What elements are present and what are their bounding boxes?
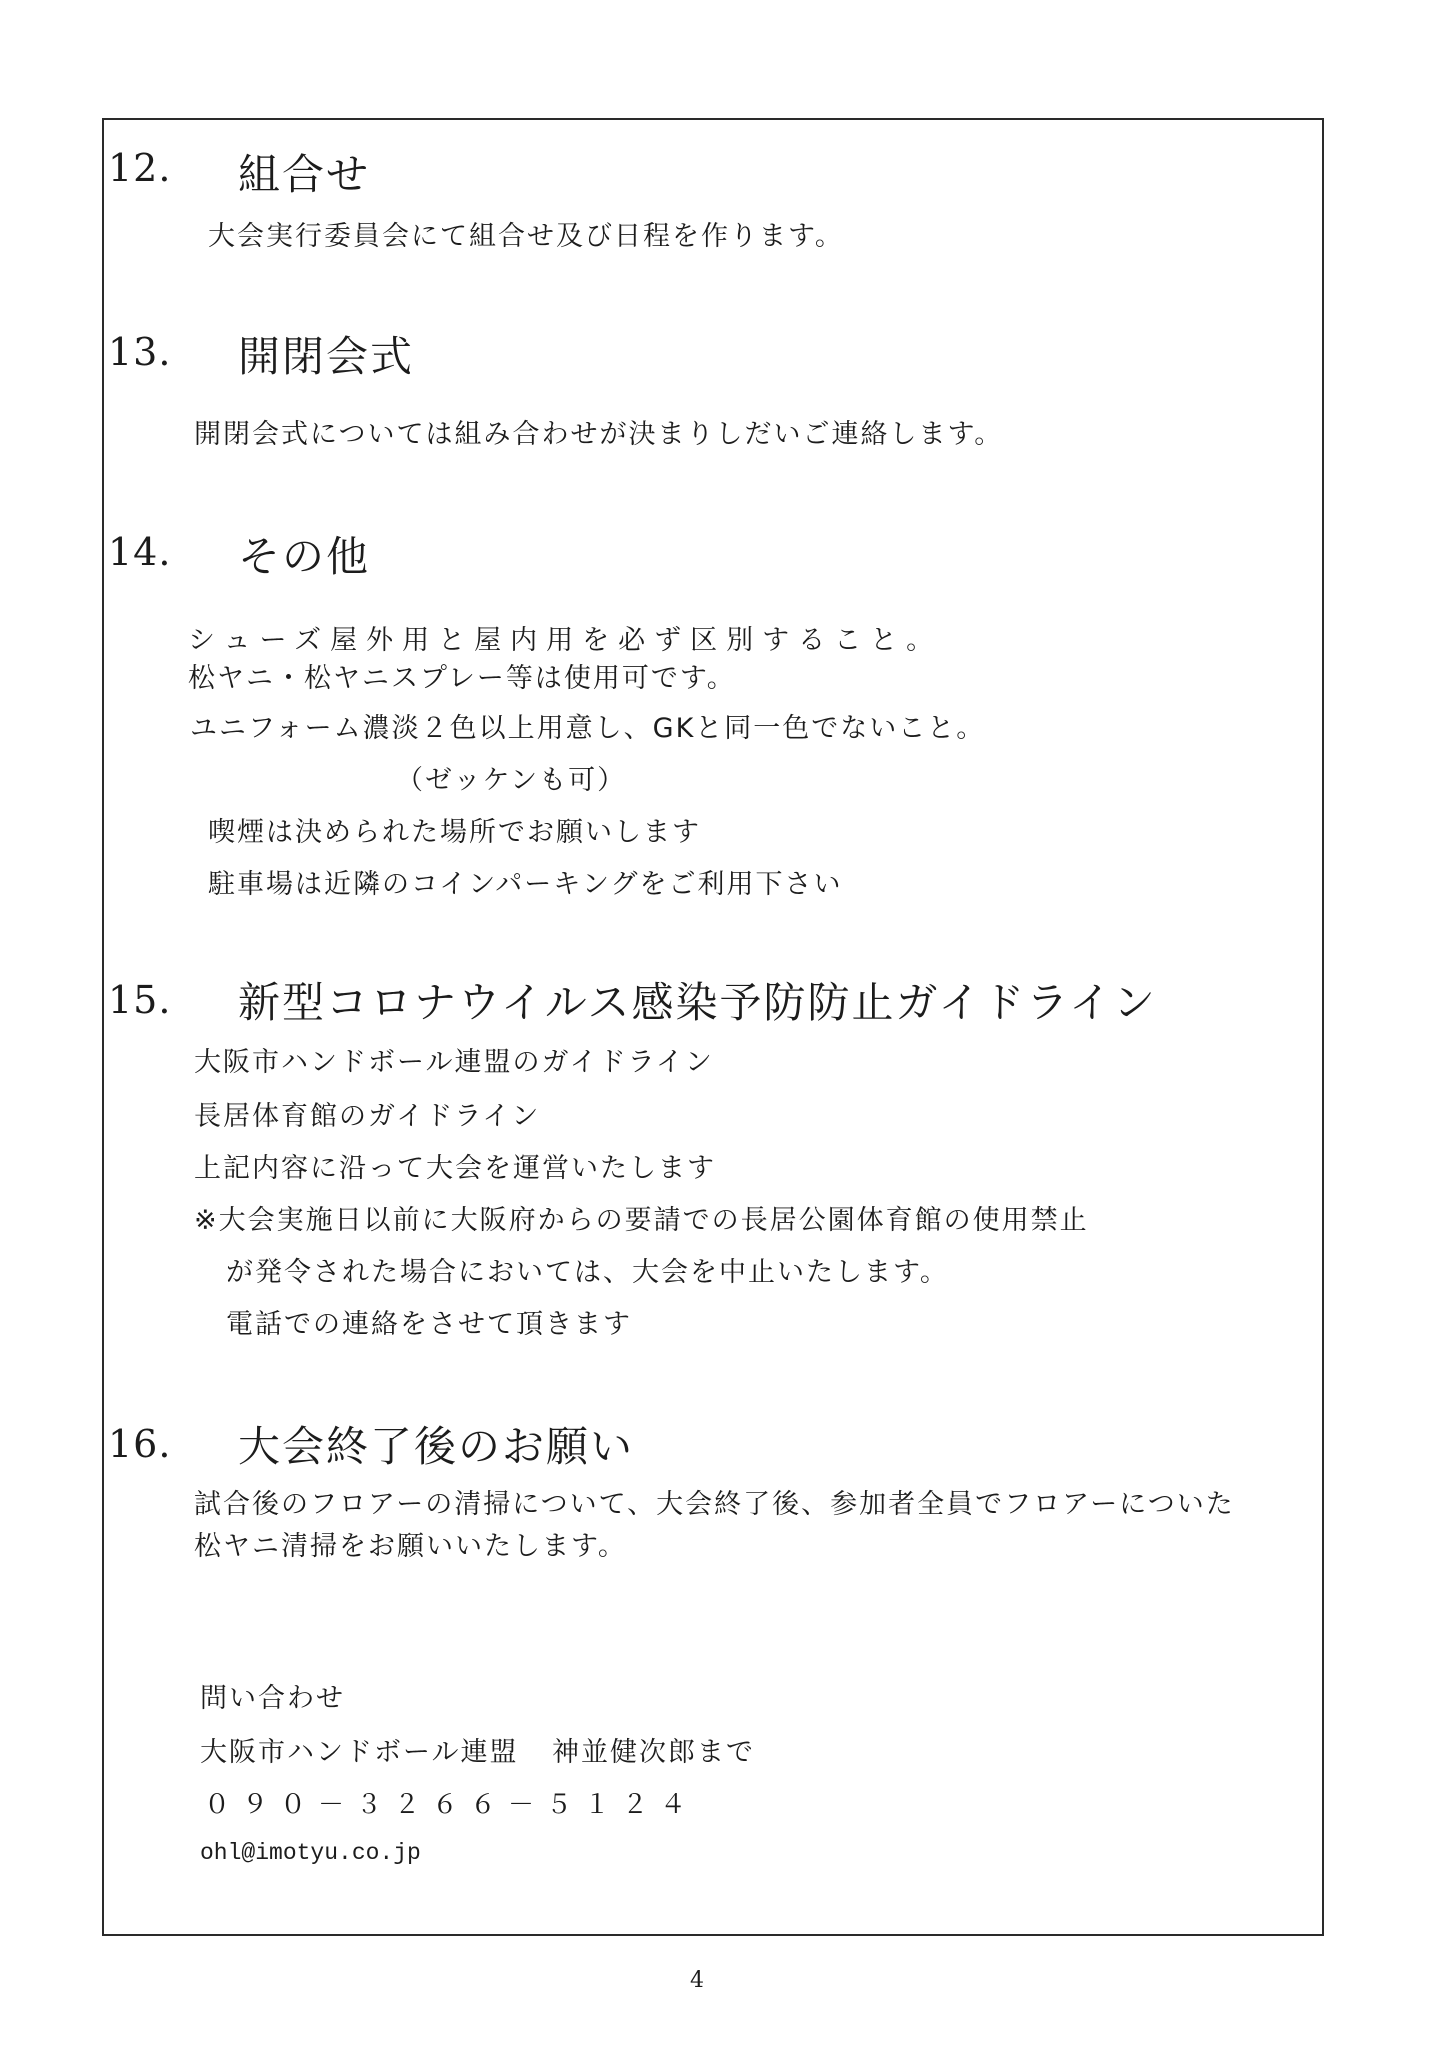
section-15-line-5: が発令された場合においては、大会を中止いたします。 — [226, 1257, 949, 1288]
contact-person: 神並健次郎まで — [552, 1737, 755, 1768]
section-15-line-1: 大阪市ハンドボール連盟のガイドライン — [194, 1047, 714, 1078]
section-16-line-2: 松ヤニ清掃をお願いいたします。 — [194, 1531, 627, 1562]
section-15-line-6: 電話での連絡をさせて頂きます — [226, 1309, 632, 1340]
section-15-number: 15. — [108, 978, 172, 1022]
section-14-line-1: シューズ屋外用と屋内用を必ず区別すること。 — [188, 625, 943, 656]
section-15-heading: 新型コロナウイルス感染予防防止ガイドライン — [238, 978, 1157, 1027]
contact-organization: 大阪市ハンドボール連盟 — [200, 1737, 519, 1768]
contact-email: ohl@imotyu.co.jp — [200, 1840, 421, 1866]
section-14-line-5: 喫煙は決められた場所でお願いします — [208, 817, 701, 848]
contact-label: 問い合わせ — [200, 1683, 345, 1714]
section-16-number: 16. — [108, 1422, 172, 1466]
section-14-heading: その他 — [238, 532, 371, 581]
section-13-number: 13. — [108, 330, 172, 374]
section-14-line-2: 松ヤニ・松ヤニスプレー等は使用可です。 — [188, 663, 736, 694]
contact-phone: ０９０－３２６６－５１２４ — [204, 1790, 699, 1820]
section-15-line-4: ※大会実施日以前に大阪府からの要請での長居公園体育館の使用禁止 — [194, 1205, 1089, 1236]
section-13-line-1: 開閉会式については組み合わせが決まりしだいご連絡します。 — [194, 419, 1004, 450]
section-14-number: 14. — [108, 530, 172, 574]
section-12-number: 12. — [108, 146, 172, 190]
section-15-line-3: 上記内容に沿って大会を運営いたします — [194, 1153, 716, 1184]
section-14-line-4: （ゼッケンも可） — [396, 765, 627, 796]
section-12-line-1: 大会実行委員会にて組合せ及び日程を作ります。 — [208, 221, 844, 252]
section-12-heading: 組合せ — [238, 150, 371, 199]
page-number: 4 — [690, 1968, 704, 1993]
section-15-line-2: 長居体育館のガイドライン — [194, 1101, 541, 1132]
section-13-heading: 開閉会式 — [238, 332, 415, 381]
section-16-line-1: 試合後のフロアーの清掃について、大会終了後、参加者全員でフロアーについた — [194, 1489, 1235, 1520]
section-14-line-3: ユニフォーム濃淡２色以上用意し、GKと同一色でないこと。 — [190, 713, 986, 744]
section-14-line-6: 駐車場は近隣のコインパーキングをご利用下さい — [208, 869, 843, 900]
section-16-heading: 大会終了後のお願い — [238, 1422, 635, 1471]
